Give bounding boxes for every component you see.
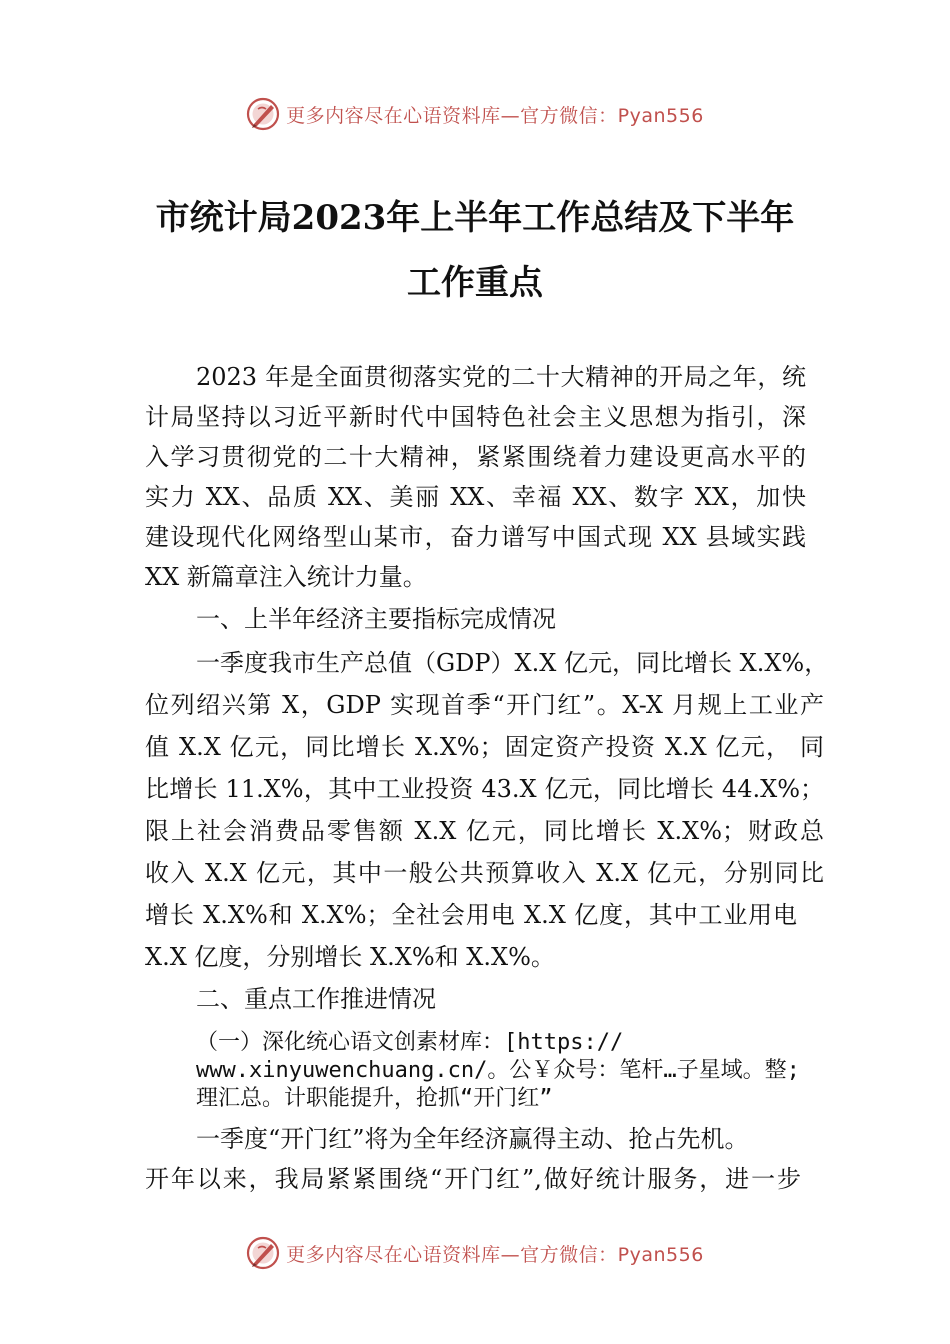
- paragraph-line: 建设现代化网络型山某市，奋力谱写中国式现 XX 县域实践: [145, 523, 806, 551]
- header-banner-text: 更多内容尽在心语资料库—官方微信：Pyan556: [286, 104, 704, 127]
- pen-circle-logo-icon: [246, 1236, 280, 1270]
- paragraph-line: XX 新篇章注入统计力量。: [145, 563, 427, 591]
- paragraph-line: 2023 年是全面贯彻落实党的二十大精神的开局之年，统: [196, 363, 806, 391]
- paragraph-line: 一季度“开门红”将为全年经济赢得主动、抢占先机。: [196, 1125, 749, 1153]
- paragraph-line: 限上社会消费品零售额 X.X 亿元，同比增长 X.X%；财政总: [145, 817, 824, 845]
- paragraph-line: 增长 X.X%和 X.X%；全社会用电 X.X 亿度，其中工业用电: [145, 901, 797, 929]
- subsection-line: www.xinyuwenchuang.cn/。公￥众号：笔杆…子星域。整;: [196, 1058, 800, 1083]
- paragraph-line: 开年以来，我局紧紧围绕“开门红”,做好统计服务，进一步: [145, 1165, 801, 1193]
- footer-banner: [0, 1231, 950, 1275]
- paragraph-line: 入学习贯彻党的二十大精神，紧紧围绕着力建设更高水平的: [145, 443, 806, 471]
- paragraph-line: 值 X.X 亿元，同比增长 X.X%；固定资产投资 X.X 亿元， 同: [145, 733, 824, 761]
- paragraph-line: 位列绍兴第 X，GDP 实现首季“开门红”。X-X 月规上工业产: [145, 691, 824, 719]
- paragraph-line: 计局坚持以习近平新时代中国特色社会主义思想为指引，深: [145, 403, 806, 431]
- footer-banner-text: 更多内容尽在心语资料库—官方微信：Pyan556: [286, 1243, 704, 1266]
- section-heading-1: 一、上半年经济主要指标完成情况: [196, 605, 556, 633]
- section-heading-2: 二、重点工作推进情况: [196, 985, 436, 1013]
- subsection-line: 理汇总。计职能提升，抢抓“开门红”: [196, 1086, 553, 1111]
- paragraph-line: 收入 X.X 亿元，其中一般公共预算收入 X.X 亿元，分别同比: [145, 859, 824, 887]
- paragraph-line: 比增长 11.X%，其中工业投资 43.X 亿元，同比增长 44.X%；: [145, 775, 824, 803]
- document-title-line-1: 市统计局2023年上半年工作总结及下半年: [155, 198, 795, 238]
- paragraph-line: 一季度我市生产总值（GDP）X.X 亿元，同比增长 X.X%，: [196, 649, 829, 677]
- paragraph-line: 实力 XX、品质 XX、美丽 XX、幸福 XX、数字 XX，加快: [145, 483, 806, 511]
- pen-circle-logo-icon: [246, 97, 280, 131]
- document-title-line-2: 工作重点: [407, 263, 543, 303]
- header-banner: [0, 92, 950, 136]
- subsection-line: （一）深化统心语文创素材库：[https://: [196, 1030, 624, 1055]
- paragraph-line: X.X 亿度，分别增长 X.X%和 X.X%。: [145, 943, 555, 971]
